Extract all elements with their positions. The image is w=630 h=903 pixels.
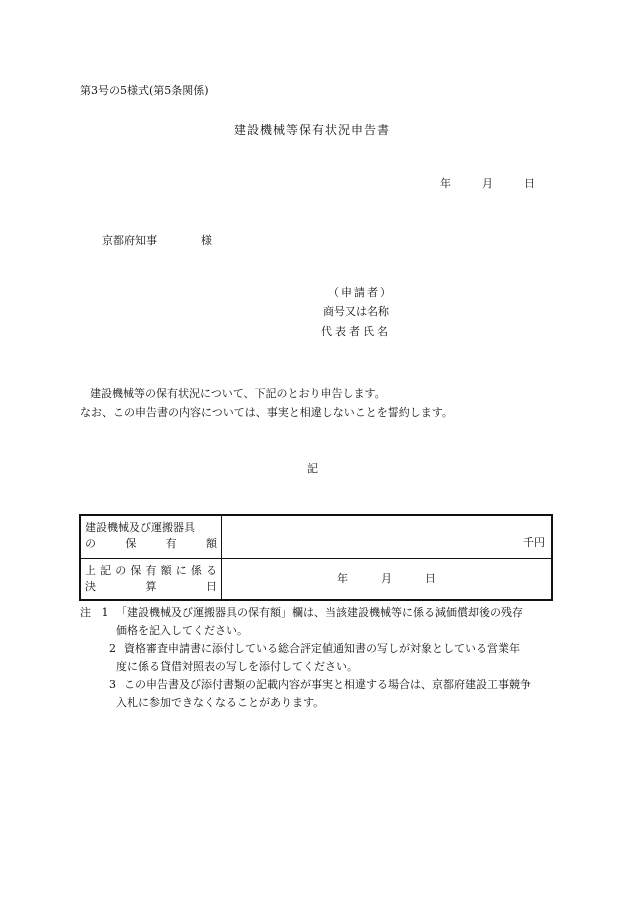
note-item-1: 注 1 「建設機械及び運搬器具の保有額」欄は、当該建設機械等に係る減価償却後の残存 価格を記入してください。 [80,606,523,637]
statement-line-2: なお、この申告書の内容については、事実と相違しないことを誓約します。 [80,406,453,419]
date-month: 月 [482,177,493,190]
holdings-value-cell[interactable] [222,515,553,559]
addressee [102,232,212,248]
notes-prefix: 注 [80,606,91,619]
ki-heading: 記 [307,462,318,475]
date-year: 年 [440,177,451,190]
applicant-representative-label: 代表者氏名 [321,325,391,338]
settlement-day: 日 [425,572,436,585]
table-row-holdings [80,515,552,559]
holdings-table [79,514,553,601]
notes-section [80,604,560,712]
table-row-settlement-date [80,559,552,601]
settlement-date-label: 上 記 の 保 有 額 に 係 る 決 算 日 [80,559,222,601]
applicant-heading: （申請者） [328,286,393,299]
note-item-3: 3 この申告書及び添付書類の記載内容が事実と相違する場合は、京都府建設工事競争 入札に参加できなくなることがあります。 [109,678,531,709]
applicant-name-label: 商号又は名称 [323,305,389,318]
date-day: 日 [524,177,535,190]
statement-line-1: 建設機械等の保有状況について、下記のとおり申告します。 [90,387,386,400]
document-title: 建設機械等保有状況申告書 [234,123,391,137]
note-item-2: 2 資格審査申請書に添付している総合評定値通知書の写しが対象としている営業年 度に係る貸借対照表の写しを添付してください。 [109,642,520,673]
settlement-year: 年 [337,572,348,585]
addressee-name: 京都府知事 [102,234,157,247]
settlement-month: 月 [381,572,392,585]
date-line [440,175,535,191]
holdings-label: 建設機械及び運搬器具 の 保 有 額 [80,515,222,559]
addressee-honorific: 様 [201,234,212,247]
settlement-date-value-cell[interactable] [222,559,553,601]
form-number: 第3号の5様式(第5条関係) [80,84,209,97]
holdings-unit: 千円 [523,536,545,549]
